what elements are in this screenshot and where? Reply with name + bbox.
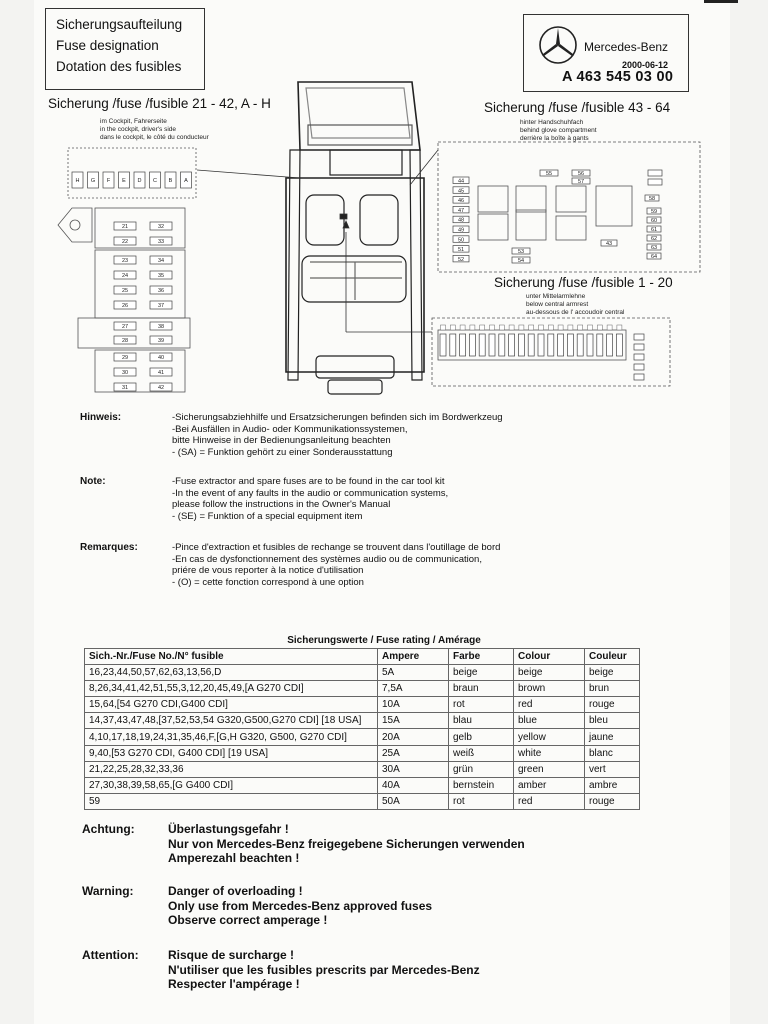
svg-text:54: 54 [517,258,525,265]
fuse-slot [617,325,622,330]
title-de: Sicherungsaufteilung [56,17,183,32]
fuse-cell [114,336,136,344]
fuse-cell [150,222,172,230]
warning-line: N'utiliser que les fusibles prescrits par Mercedes-Benz [168,962,480,977]
table-cell: white [514,745,585,761]
right-fuse-panel [438,142,700,272]
fuse-letter-cell [150,172,161,188]
fuse-letter-cell [165,172,176,188]
fuse-cell [647,226,661,233]
fuse-cell [634,364,644,370]
fuse-cell [453,226,469,233]
caption-line: au-dessous de l' accoudoir central [526,309,625,316]
table-header-cell: Ampere [378,649,449,665]
fuse-cell [645,195,659,202]
fuse-slot [588,325,593,330]
fuse-letter-cell [119,172,130,188]
fuse-cell [453,246,469,253]
table-cell: 14,37,43,47,48,[37,52,53,54 G320,G500,G270 CDI] [18 USA] [85,713,378,729]
fuse-cell [114,383,136,391]
fuse-blade [499,334,505,356]
note-de [80,412,640,462]
fuse-cell [114,353,136,361]
fuse-cell [647,253,661,260]
fuse-cell [647,208,661,215]
warning-label: Achtung: [82,822,135,836]
fuse-letter-cell [88,172,99,188]
fuse-cell [634,374,644,380]
svg-text:36: 36 [157,288,165,295]
fuse-cell [114,322,136,330]
table-cell: weiß [449,745,514,761]
svg-text:A: A [184,178,188,185]
fuse-cell [540,170,558,177]
fuse-blade [538,334,544,356]
svg-text:62: 62 [650,236,658,243]
note-label: Remarques: [80,542,138,553]
fuse-letter-cell [181,172,192,188]
table-cell: bernstein [449,777,514,793]
note-line: -Sicherungsabziehhilfe und Ersatzsicherungen befinden sich im Bordwerkzeug [172,412,503,423]
table-cell: jaune [585,729,640,745]
table-cell: blau [449,713,514,729]
note-line: - (SA) = Funktion gehört zu einer Sonderausstattung [172,446,393,458]
svg-text:31: 31 [121,385,129,392]
fuse-blade [440,334,446,356]
fuse-slot [539,325,544,330]
right-fuse-heading: Sicherung /fuse /fusible 43 - 64 [484,100,671,115]
warning-line: Risque de surcharge ! [168,948,295,962]
fuse-cell [453,255,469,262]
svg-text:50: 50 [457,237,465,244]
svg-text:C: C [153,178,157,185]
svg-text:26: 26 [121,303,129,310]
note-line: bitte Hinweise in der Bedienungsanleitung beachten [172,435,391,446]
svg-text:38: 38 [157,324,165,331]
svg-text:D: D [137,178,142,185]
svg-text:21: 21 [121,224,129,231]
table-cell: 8,26,34,41,42,51,55,3,12,20,45,49,[A G270 CDI] [85,681,378,697]
table-cell: 9,40,[53 G270 CDI, G400 CDI] [19 USA] [85,745,378,761]
svg-text:F: F [106,178,111,185]
fuse-blade [460,334,466,356]
fuse-cell [634,344,644,350]
fuse-slot [509,325,514,330]
svg-text:28: 28 [121,338,129,345]
warning-line: Respecter l'ampérage ! [168,977,300,991]
note-line: - (SE) = Funktion of a special equipment item [172,510,363,522]
table-header-cell: Farbe [449,649,514,665]
fuse-slot [499,325,504,330]
table-cell: 15,64,[54 G270 CDI,G400 CDI] [85,697,378,713]
note-en [80,476,640,526]
note-line: please follow the instructions in the Owner's Manual [172,499,391,510]
left-fuse-heading: Sicherung /fuse /fusible 21 - 42, A - H [48,96,271,111]
svg-text:59: 59 [650,209,658,216]
warning-line: Nur von Mercedes-Benz freigegebene Sicherungen verwenden [168,836,525,851]
fuse-cell [114,286,136,294]
note-line: priére de vous reporter à la notice d'utilisation [172,565,364,576]
fuse-cell [453,177,469,184]
fuse-cell [150,256,172,264]
caption-line: derrière la boîte à gants [520,135,589,142]
fuse-cell [150,301,172,309]
fuse-cell [150,237,172,245]
table-row [85,681,640,697]
svg-text:56: 56 [577,171,585,178]
fuse-cell [150,336,172,344]
svg-text:G: G [90,178,96,185]
fuse-slot [450,325,455,330]
note-line: -Pince d'extraction et fusibles de rechange se trouvent dans l'outillage de bord [172,542,501,553]
table-cell: grün [449,761,514,777]
fuse-cells-43-64 [453,170,662,264]
svg-text:49: 49 [457,227,465,234]
svg-text:29: 29 [121,355,129,362]
caption-line: in the cockpit, driver's side [100,126,177,133]
caption-line: hinter Handschuhfach [520,119,584,126]
warning-en [82,884,642,930]
svg-text:52: 52 [457,256,465,263]
fuse-cell [647,244,661,251]
svg-text:55: 55 [545,171,553,178]
fuse-cell [512,257,530,264]
note-fr [80,542,640,592]
table-cell: blue [514,713,585,729]
table-cell: beige [449,665,514,681]
table-cell: 30A [378,761,449,777]
fuse-cell [453,187,469,194]
svg-text:44: 44 [457,178,465,185]
svg-text:24: 24 [121,273,129,280]
fuse-cell [114,222,136,230]
fuse-blade [489,334,495,356]
note-label: Note: [80,476,106,487]
table-cell: beige [514,665,585,681]
fuse-blade [567,334,573,356]
caption-line: im Cockpit, Fahrerseite [100,118,167,125]
fuse-blade [607,334,613,356]
fuse-slot [460,325,465,330]
fuse-cell [453,216,469,223]
fuse-cell [572,178,590,185]
warning-line: Observe correct amperage ! [168,913,328,927]
table-cell: 20A [378,729,449,745]
fuse-slot [519,325,524,330]
fuse-letter-cell [103,172,114,188]
fuse-blade [518,334,524,356]
warning-label: Attention: [82,948,139,962]
svg-text:32: 32 [157,224,165,231]
table-row [85,697,640,713]
fuse-cell [150,271,172,279]
svg-text:42: 42 [157,385,165,392]
svg-text:25: 25 [121,288,129,295]
fuse-letters-a-h [72,172,192,188]
table-cell: rot [449,793,514,809]
table-cell: yellow [514,729,585,745]
fuse-blade [577,334,583,356]
table-cell: red [514,697,585,713]
caption-line: dans le cockpit, le côté du conducteur [100,134,209,141]
svg-text:60: 60 [650,218,658,225]
warning-label: Warning: [82,884,134,898]
fuse-cell [601,240,617,247]
warning-de [82,822,642,868]
fuse-cell [634,354,644,360]
fuse-letter-cell [134,172,145,188]
fuse-slot [568,325,573,330]
table-header-row [85,649,640,665]
table-row [85,713,640,729]
svg-text:47: 47 [457,207,465,214]
warning-line: Amperezahl beachten ! [168,851,300,865]
table-cell: 21,22,25,28,32,33,36 [85,761,378,777]
table-header-cell: Couleur [585,649,640,665]
svg-text:22: 22 [121,239,129,246]
fuse-blade [528,334,534,356]
fuse-cell [647,235,661,242]
fuse-cell [114,368,136,376]
svg-text:H: H [75,178,80,185]
table-cell: 5A [378,665,449,681]
svg-text:51: 51 [457,247,465,254]
note-line: -Bei Ausfällen in Audio- oder Kommunikationssystemen, [172,423,408,435]
table-cell: 40A [378,777,449,793]
svg-text:41: 41 [157,370,165,377]
fuse-slot [490,325,495,330]
svg-text:35: 35 [157,273,165,280]
fuse-blade [469,334,475,356]
caption-line: unter Mittelarmlehne [526,293,586,300]
table-cell: vert [585,761,640,777]
svg-text:64: 64 [650,254,658,261]
fuse-cell [572,170,590,177]
svg-text:45: 45 [457,188,465,195]
fuse-slot [529,325,534,330]
svg-text:46: 46 [457,198,465,205]
fuse-cell [150,368,172,376]
table-cell: rouge [585,697,640,713]
fuse-slot [441,325,446,330]
fuse-table-title: Sicherungswerte / Fuse rating / Amérage [287,635,481,646]
fuse-blade [548,334,554,356]
vehicle-top-view [286,82,424,394]
fuse-cell [150,286,172,294]
fuse-cell [114,301,136,309]
fuse-cells-21-42 [114,222,172,391]
warning-line: Überlastungsgefahr ! [168,822,289,836]
fuse-cell [114,256,136,264]
table-cell: braun [449,681,514,697]
fuse-cell [150,353,172,361]
table-cell: blanc [585,745,640,761]
svg-text:23: 23 [121,258,129,265]
svg-text:63: 63 [650,245,658,252]
svg-text:53: 53 [517,249,525,256]
table-header-cell: Colour [514,649,585,665]
table-cell: brown [514,681,585,697]
svg-text:40: 40 [157,355,165,362]
fuse-slot [470,325,475,330]
table-cell: rot [449,697,514,713]
brand-name: Mercedes-Benz [584,40,669,54]
part-number: A 463 545 03 00 [562,69,674,85]
svg-text:27: 27 [121,324,129,331]
table-cell: rouge [585,793,640,809]
fuse-slot [548,325,553,330]
warning-line: Danger of overloading ! [168,884,303,898]
fuse-blade [587,334,593,356]
fuse-cell [114,237,136,245]
table-row [85,665,640,681]
fuse-cell [150,383,172,391]
svg-text:43: 43 [605,241,613,248]
svg-text:48: 48 [457,217,465,224]
table-row [85,745,640,761]
fuse-letter-cell [72,172,83,188]
fuse-blade [558,334,564,356]
document-date: 2000-06-12 [622,60,669,70]
fuse-blade [509,334,515,356]
fuse-slot [480,325,485,330]
table-row [85,729,640,745]
svg-text:61: 61 [650,227,658,234]
fuse-slot [558,325,563,330]
note-label: Hinweis: [80,412,122,423]
table-header-cell: Sich.-Nr./Fuse No./N° fusible [85,649,378,665]
fuse-cell [114,271,136,279]
fuse-slot [597,325,602,330]
svg-text:57: 57 [577,179,585,186]
table-cell: ambre [585,777,640,793]
fuse-blade [597,334,603,356]
table-cell: 4,10,17,18,19,24,31,35,46,F,[G,H G320, G500, G270 CDI] [85,729,378,745]
svg-text:B: B [168,178,173,185]
table-cell: 59 [85,793,378,809]
table-cell: green [514,761,585,777]
table-cell: amber [514,777,585,793]
svg-text:33: 33 [157,239,165,246]
table-cell: brun [585,681,640,697]
table-cell: 50A [378,793,449,809]
fuse-location-diagram [0,0,768,400]
fuse-blade [450,334,456,356]
warning-fr [82,948,642,994]
table-row [85,761,640,777]
table-cell: gelb [449,729,514,745]
fuse-slot [607,325,612,330]
fuse-cell [647,217,661,224]
table-cell: beige [585,665,640,681]
fuse-blade [616,334,622,356]
fuse-cells-1-20 [440,325,644,380]
caption-line: below central armrest [526,301,589,308]
fuse-cell [453,206,469,213]
fuse-cell [453,236,469,243]
svg-text:E: E [122,178,126,185]
fuse-cell [150,322,172,330]
fuse-slot [578,325,583,330]
svg-text:39: 39 [157,338,165,345]
table-cell: red [514,793,585,809]
table-cell: 10A [378,697,449,713]
fuse-rating-table [84,648,640,810]
fuse-cell [453,197,469,204]
fuse-blade [479,334,485,356]
note-line: -En cas de dysfonctionnement des systèmes audio ou de communication, [172,553,482,565]
table-cell: 25A [378,745,449,761]
fuse-cell [512,248,530,255]
svg-text:58: 58 [648,196,656,203]
note-line: -In the event of any faults in the audio or communication systems, [172,487,449,499]
table-cell: 15A [378,713,449,729]
table-cell: bleu [585,713,640,729]
title-en: Fuse designation [56,38,159,53]
table-row [85,777,640,793]
svg-text:37: 37 [157,303,165,310]
title-fr: Dotation des fusibles [56,59,182,74]
svg-text:34: 34 [157,258,165,265]
warning-line: Only use from Mercedes-Benz approved fuses [168,898,433,913]
note-line: -Fuse extractor and spare fuses are to be found in the car tool kit [172,476,445,487]
table-cell: 27,30,38,39,58,65,[G G400 CDI] [85,777,378,793]
note-line: - (O) = cette fonction correspond à une option [172,576,364,588]
caption-line: behind glove compartment [520,127,597,134]
table-cell: 16,23,44,50,57,62,63,13,56,D [85,665,378,681]
svg-text:30: 30 [121,370,129,377]
center-fuse-heading: Sicherung /fuse /fusible 1 - 20 [494,275,673,290]
table-cell: 7,5A [378,681,449,697]
table-row [85,793,640,809]
fuse-cell [634,334,644,340]
